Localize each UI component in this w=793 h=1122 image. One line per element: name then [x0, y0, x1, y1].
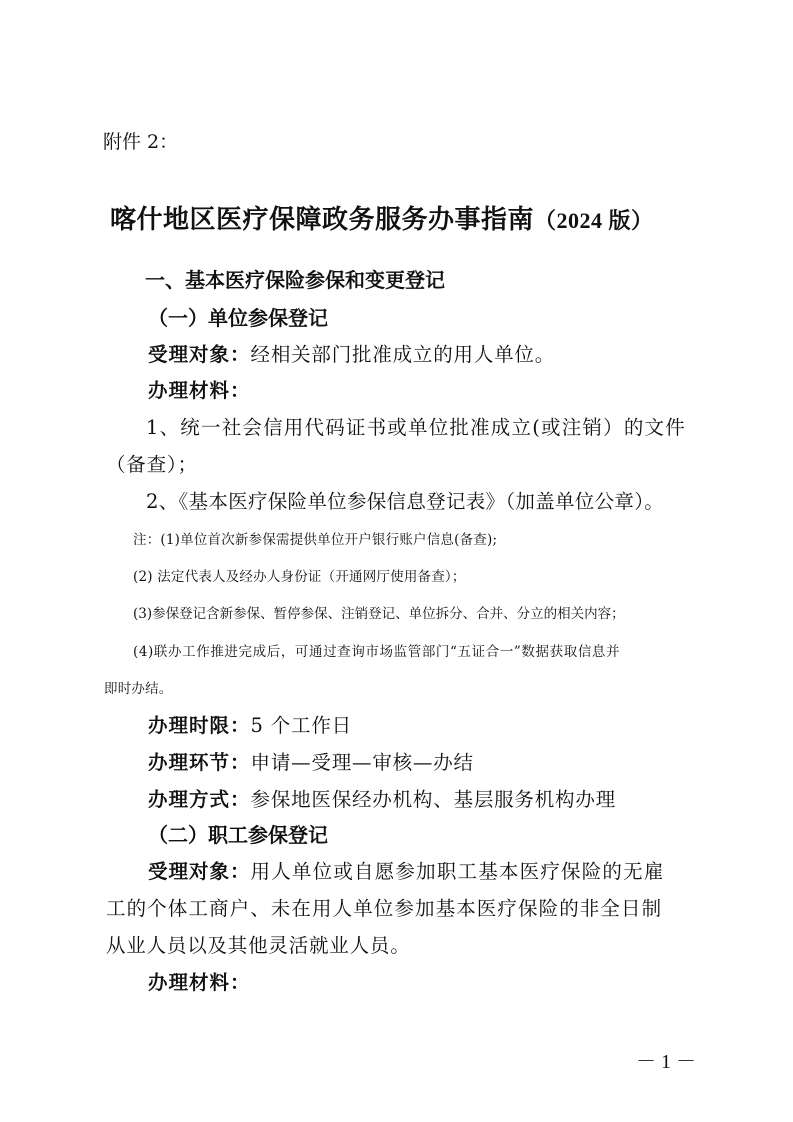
sub1-steps [148, 753, 474, 773]
sub1-note-4-line-2: 即时办结。 [104, 681, 173, 697]
title-year: （2024 版） [534, 208, 654, 233]
attachment-label: 附件 2： [103, 131, 179, 153]
sub1-note-4-line-1: (4)联办工作推进完成后，可通过查询市场监管部门“五证合一”数据获取信息并 [133, 644, 621, 660]
sub1-steps-label: 办理环节： [148, 751, 251, 774]
sub2-materials [148, 973, 251, 993]
sub1-time [148, 716, 352, 736]
sub1-method-value: 参保地医保经办机构、基层服务机构办理 [250, 788, 616, 811]
sub1-material-1-line-1: 1、统一社会信用代码证书或单位批准成立(或注销）的文件 [146, 416, 686, 439]
sub1-steps-value: 申请—受理—审核—办结 [250, 751, 474, 774]
sub2-materials-label: 办理材料： [148, 971, 251, 994]
sub2-target-label: 受理对象： [148, 860, 251, 883]
document-title [110, 207, 654, 233]
sub1-target-value: 经相关部门批准成立的用人单位。 [250, 343, 556, 366]
sub1-material-2: 2、《基本医疗保险单位参保信息登记表》（加盖单位公章）。 [146, 490, 665, 513]
page-number: － 1 － [636, 1051, 696, 1073]
sub1-note-1: 注：(1)单位首次新参保需提供单位开户银行账户信息(备查); [133, 532, 498, 548]
subsection-2-heading: （二）职工参保登记 [148, 823, 328, 847]
title-main: 喀什地区医疗保障政务服务办事指南 [110, 205, 535, 235]
sub2-target-line-3: 从业人员以及其他灵活就业人员。 [106, 934, 411, 957]
sub1-materials [148, 381, 251, 401]
sub1-time-value: 5 个工作日 [250, 714, 352, 737]
sub1-material-1-line-2: （备查）； [106, 453, 198, 476]
sub1-note-2: (2) 法定代表人及经办人身份证（开通网厅使用备查）； [133, 569, 466, 585]
sub1-note-3: (3)参保登记含新参保、暂停参保、注销登记、单位拆分、合并、分立的相关内容； [133, 606, 625, 622]
sub1-time-label: 办理时限： [148, 714, 251, 737]
sub1-materials-label: 办理材料： [148, 379, 251, 402]
sub1-method-label: 办理方式： [148, 788, 251, 811]
sub1-target-label: 受理对象： [148, 343, 251, 366]
sub2-target-line-1 [148, 862, 665, 882]
subsection-1-heading: （一）单位参保登记 [148, 306, 328, 330]
sub1-target [148, 345, 555, 365]
sub1-method [148, 790, 616, 810]
sub2-target-line-2: 工的个体工商户、未在用人单位参加基本医疗保险的非全日制 [106, 897, 663, 920]
section-1-heading: 一、基本医疗保险参保和变更登记 [145, 268, 445, 292]
sub2-target-value-line-1: 用人单位或自愿参加职工基本医疗保险的无雇 [250, 860, 665, 883]
